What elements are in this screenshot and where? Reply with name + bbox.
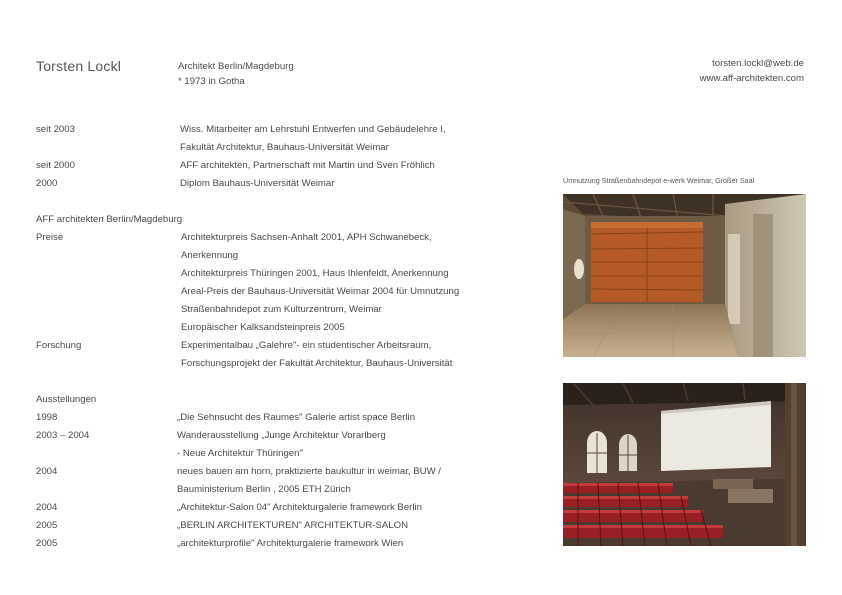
forschung-item: Experimentalbau „Galehre"- ein studentischer Arbeitsraum,: [181, 340, 432, 351]
exhibitions-heading: Ausstellungen: [36, 394, 97, 405]
exhibition-year: 2005: [36, 520, 58, 531]
career-text: Wiss. Mitarbeiter am Lehrstuhl Entwerfen und Gebäudelehre I,: [180, 124, 446, 135]
exhibition-text: Bauministerium Berlin , 2005 ETH Zürich: [177, 484, 351, 495]
person-name: Torsten Lockl: [36, 58, 122, 74]
preis-item: Europäischer Kalksandsteinpreis 2005: [181, 322, 345, 333]
contact-block: [700, 56, 804, 86]
preis-item: Architekturpreis Sachsen-Anhalt 2001, APH Schwanebeck,: [181, 232, 432, 243]
preis-item: Architekturpreis Thüringen 2001, Haus Ihlenfeldt, Anerkennung: [181, 268, 449, 279]
exhibition-year: 2003 – 2004: [36, 430, 90, 441]
office-heading: AFF architekten Berlin/Magdeburg: [36, 214, 183, 225]
preis-item: Straßenbahndepot zum Kulturzentrum, Weimar: [181, 304, 382, 315]
birth-text: * 1973 in Gotha: [178, 76, 245, 87]
career-label: seit 2003: [36, 124, 75, 135]
career-label: seit 2000: [36, 160, 75, 171]
exhibition-year: 2004: [36, 466, 58, 477]
depot-hall-photo: [563, 194, 806, 357]
cinema-hall-photo: [563, 383, 806, 546]
exhibition-text: „BERLIN ARCHITEKTUREN" ARCHITEKTUR-SALON: [177, 520, 409, 531]
email-link[interactable]: torsten.lockl@web.de: [712, 58, 804, 69]
exhibition-year: 2004: [36, 502, 58, 513]
depot-hall-image: [563, 194, 806, 357]
exhibition-text: neues bauen am horn, praktizierte baukultur in weimar, BUW /: [177, 466, 441, 477]
cinema-hall-image: [563, 383, 806, 546]
photo-caption: Umnutzung Straßenbahndepot e-werk Weimar, Großer Saal: [563, 176, 755, 185]
role-text: Architekt Berlin/Magdeburg: [178, 61, 294, 72]
exhibition-year: 1998: [36, 412, 58, 423]
career-text: Diplom Bauhaus-Universität Weimar: [180, 178, 335, 189]
forschung-label: Forschung: [36, 340, 82, 351]
exhibition-text: - Neue Architektur Thüringen": [177, 448, 303, 459]
exhibition-text: Wanderausstellung „Junge Architektur Vorarlberg: [177, 430, 386, 441]
preis-item: Anerkennung: [181, 250, 239, 261]
career-text: Fakultät Architektur, Bauhaus-Universität Weimar: [180, 142, 389, 153]
preis-item: Areal-Preis der Bauhaus-Universität Weimar 2004 für Umnutzung: [181, 286, 460, 297]
career-text: AFF architekten, Partnerschaft mit Martin und Sven Fröhlich: [180, 160, 435, 171]
forschung-item: Forschungsprojekt der Fakultät Architektur, Bauhaus-Universität: [181, 358, 453, 369]
exhibition-text: „architekturprofile" Architekturgalerie framework Wien: [177, 538, 404, 549]
exhibition-text: „Architektur-Salon 04" Architekturgalerie framework Berlin: [177, 502, 422, 513]
exhibition-text: „Die Sehnsucht des Raumes" Galerie artist space Berlin: [177, 412, 416, 423]
career-label: 2000: [36, 178, 58, 189]
preise-label: Preise: [36, 232, 64, 243]
exhibition-year: 2005: [36, 538, 58, 549]
website-link[interactable]: www.aff-architekten.com: [699, 73, 804, 84]
